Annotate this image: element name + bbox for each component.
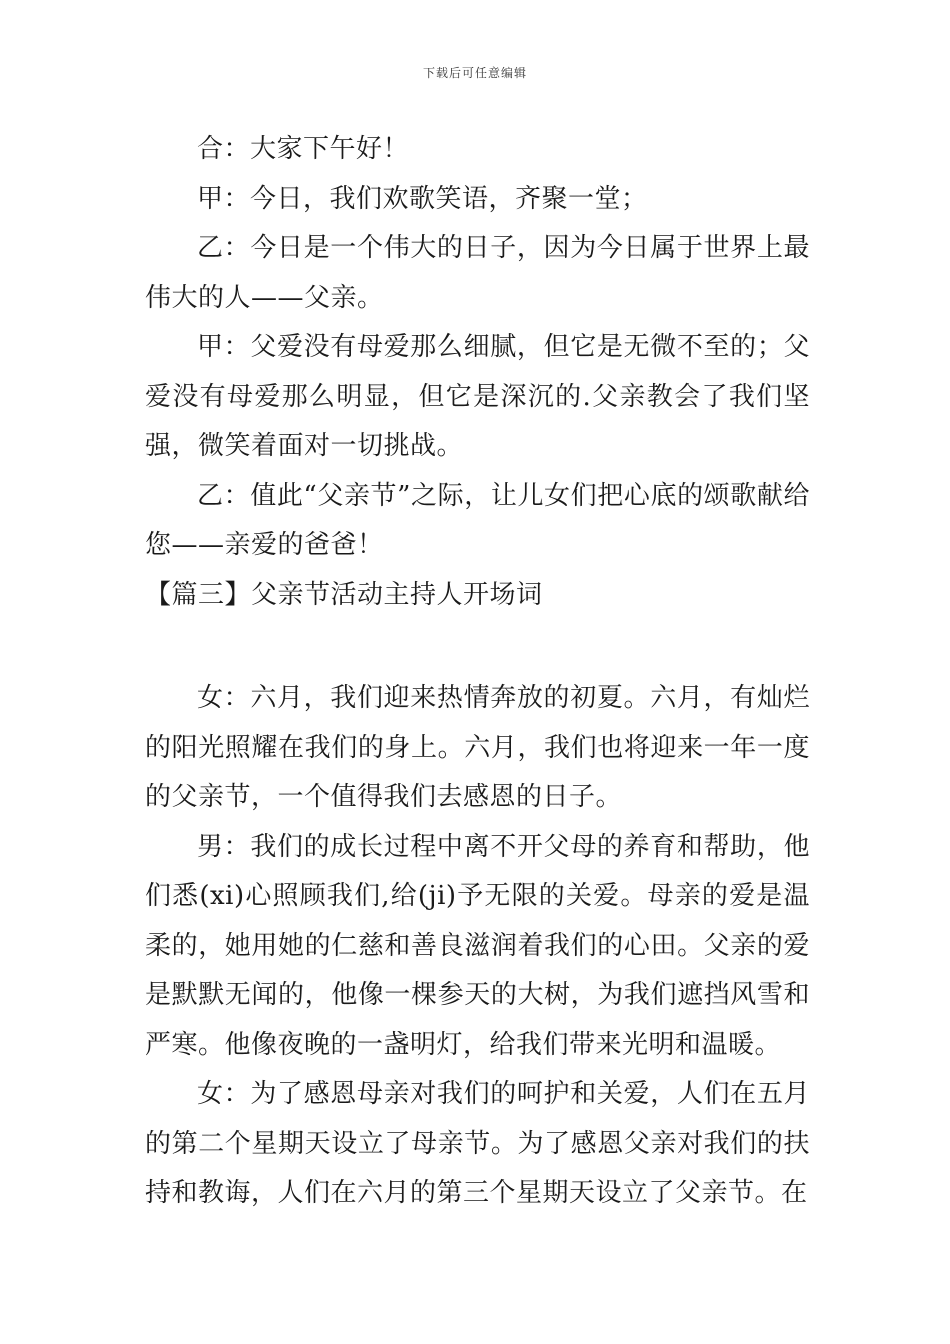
document-body	[145, 125, 810, 1219]
paragraph-greeting: 合：大家下午好！	[197, 134, 410, 164]
page-header: 下载后可任意编辑	[422, 66, 527, 80]
paragraph-yi-2: 乙：值此“父亲节”之际，让儿女们把心底的颂歌献给您——亲爱的爸爸！	[145, 480, 810, 560]
paragraph-jia-1: 甲：今日，我们欢歌笑语，齐聚一堂；	[197, 183, 648, 214]
paragraph-female-1: 女：六月，我们迎来热情奔放的初夏。六月，有灿烂的阳光照耀在我们的身上。六月，我们也将迎来一年一度的父亲节，一个值得我们去感恩的日子。	[145, 683, 810, 812]
paragraph-male-1: 男：我们的成长过程中离不开父母的养育和帮助，他们悉(xi)心照顾我们,给(ji)予无限的关爱。母亲的爱是温柔的，她用她的仁慈和善良滋润着我们的心田。父亲的爱是默默无闻的，他像一棵参天的大树，为我们遮挡风雪和严寒。他像夜晚的一盏明灯，给我们带来光明和温暖。	[145, 831, 810, 1060]
paragraph-female-2: 女：为了感恩母亲对我们的呵护和关爱，人们在五月的第二个星期天设立了母亲节。为了感恩父亲对我们的扶持和教诲，人们在六月的第三个星期天设立了父亲节。在	[145, 1079, 810, 1208]
section-spacer	[145, 620, 810, 674]
section-title: 【篇三】父亲节活动主持人开场词	[145, 579, 543, 610]
paragraph-yi-1: 乙：今日是一个伟大的日子，因为今日属于世界上最伟大的人——父亲。	[145, 233, 810, 313]
paragraph-jia-2: 甲：父爱没有母爱那么细腻，但它是无微不至的；父爱没有母爱那么明显，但它是深沉的.父亲教会了我们坚强，微笑着面对一切挑战。	[145, 332, 810, 461]
